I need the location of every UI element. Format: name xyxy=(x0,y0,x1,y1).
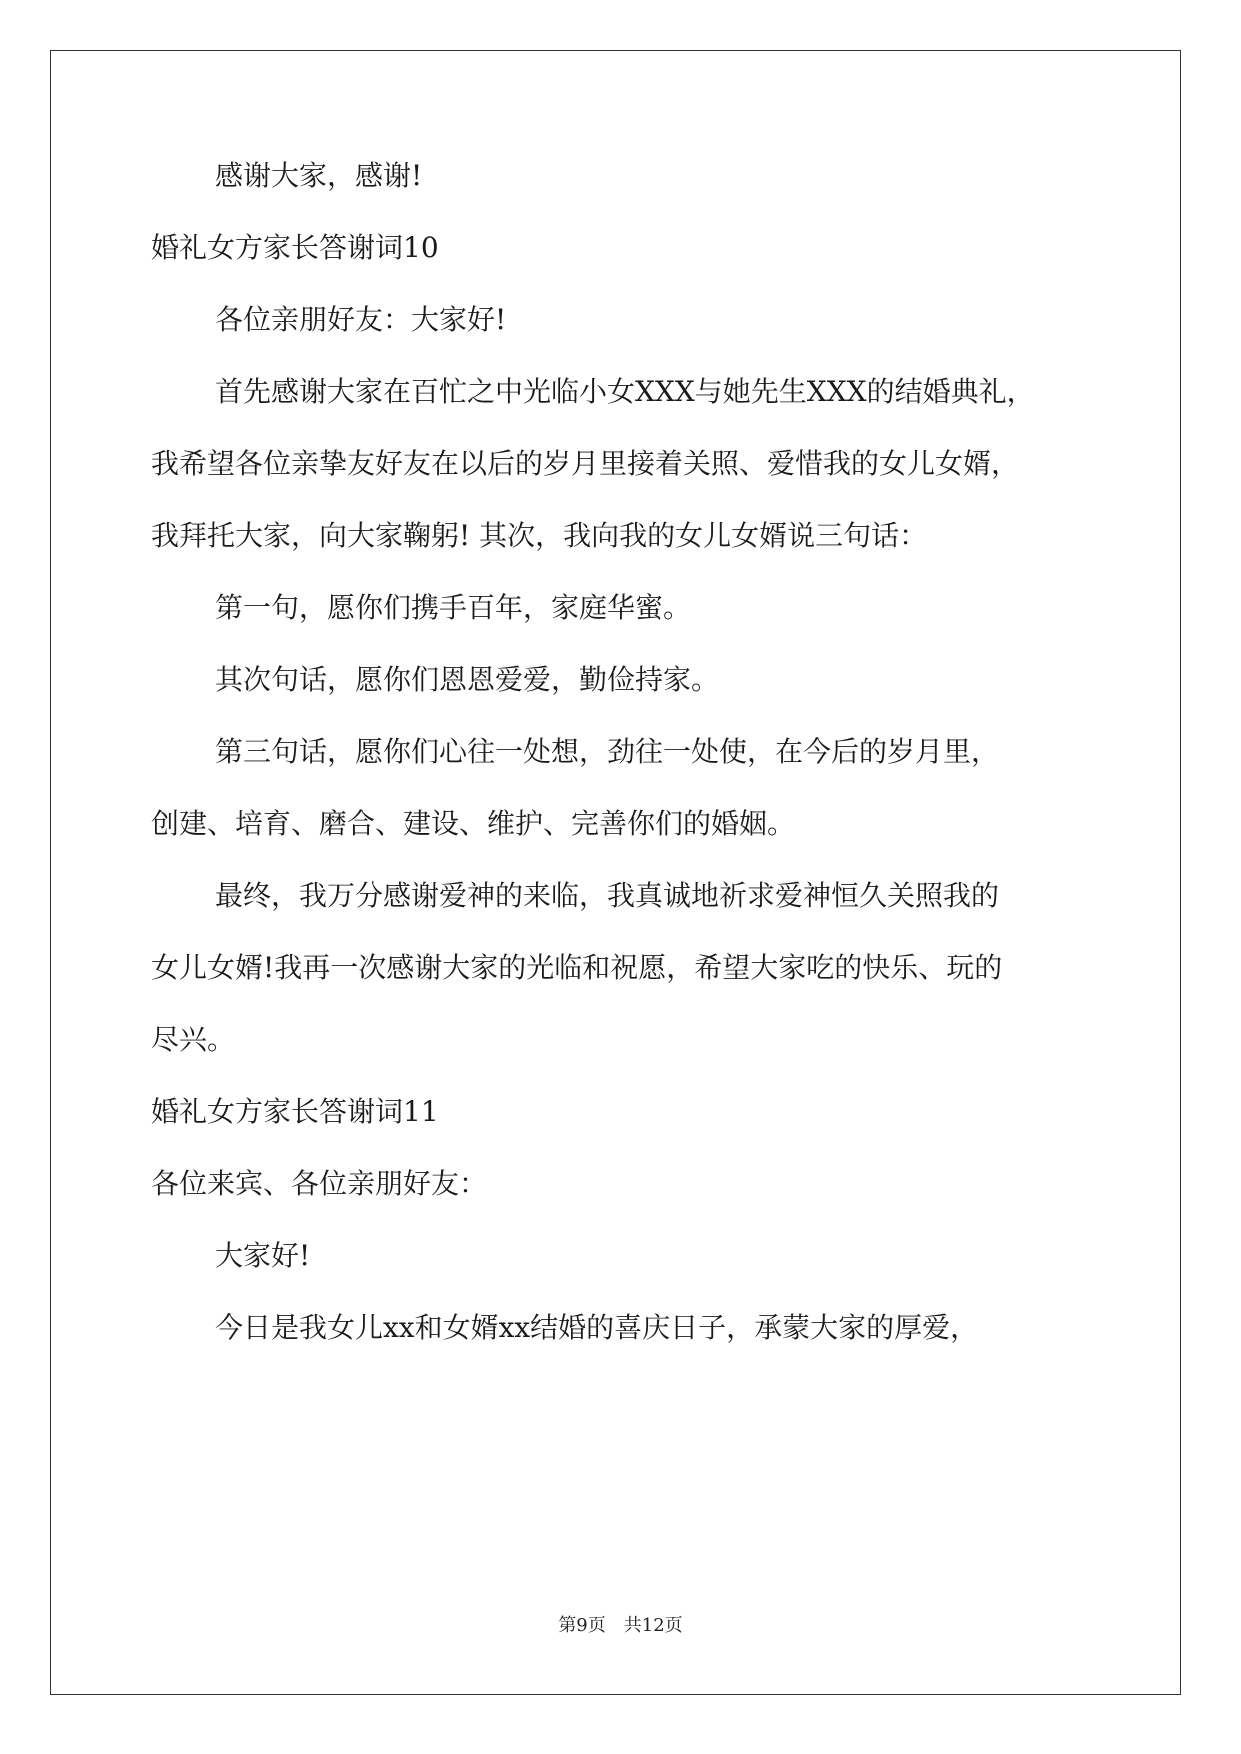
paragraph-line: 女儿女婿!我再一次感谢大家的光临和祝愿，希望大家吃的快乐、玩的 xyxy=(151,951,1003,984)
paragraph-line: 我希望各位亲挚友好友在以后的岁月里接着关照、爱惜我的女儿女婿， xyxy=(151,447,1020,480)
paragraph-line: 各位来宾、各位亲朋好友： xyxy=(151,1167,488,1200)
paragraph-line: 各位亲朋好友：大家好! xyxy=(215,303,507,336)
paragraph-line: 我拜托大家，向大家鞠躬! 其次，我向我的女儿女婿说三句话： xyxy=(151,519,928,552)
section-heading: 婚礼女方家长答谢词10 xyxy=(151,231,439,264)
paragraph-line: 首先感谢大家在百忙之中光临小女XXX与她先生XXX的结婚典礼， xyxy=(215,375,1035,408)
page-border xyxy=(50,50,1181,1695)
paragraph-line: 创建、培育、磨合、建设、维护、完善你们的婚姻。 xyxy=(151,807,796,840)
paragraph-line: 第一句，愿你们携手百年，家庭华蜜。 xyxy=(215,591,692,624)
paragraph-line: 最终，我万分感谢爱神的来临，我真诚地祈求爱神恒久关照我的 xyxy=(215,879,1000,912)
paragraph-line: 感谢大家，感谢! xyxy=(215,159,423,192)
paragraph-line: 其次句话，愿你们恩恩爱爱，勤俭持家。 xyxy=(215,663,720,696)
page-footer xyxy=(0,1615,1241,1637)
paragraph-line: 大家好! xyxy=(215,1239,311,1272)
paragraph-line: 尽兴。 xyxy=(151,1023,236,1056)
paragraph-line: 第三句话，愿你们心往一处想，劲往一处使，在今后的岁月里， xyxy=(215,735,1000,768)
paragraph-line: 今日是我女儿xx和女婿xx结婚的喜庆日子，承蒙大家的厚爱， xyxy=(215,1311,979,1344)
page-number: 第9页 共12页 xyxy=(558,1615,683,1636)
section-heading: 婚礼女方家长答谢词11 xyxy=(151,1095,439,1128)
